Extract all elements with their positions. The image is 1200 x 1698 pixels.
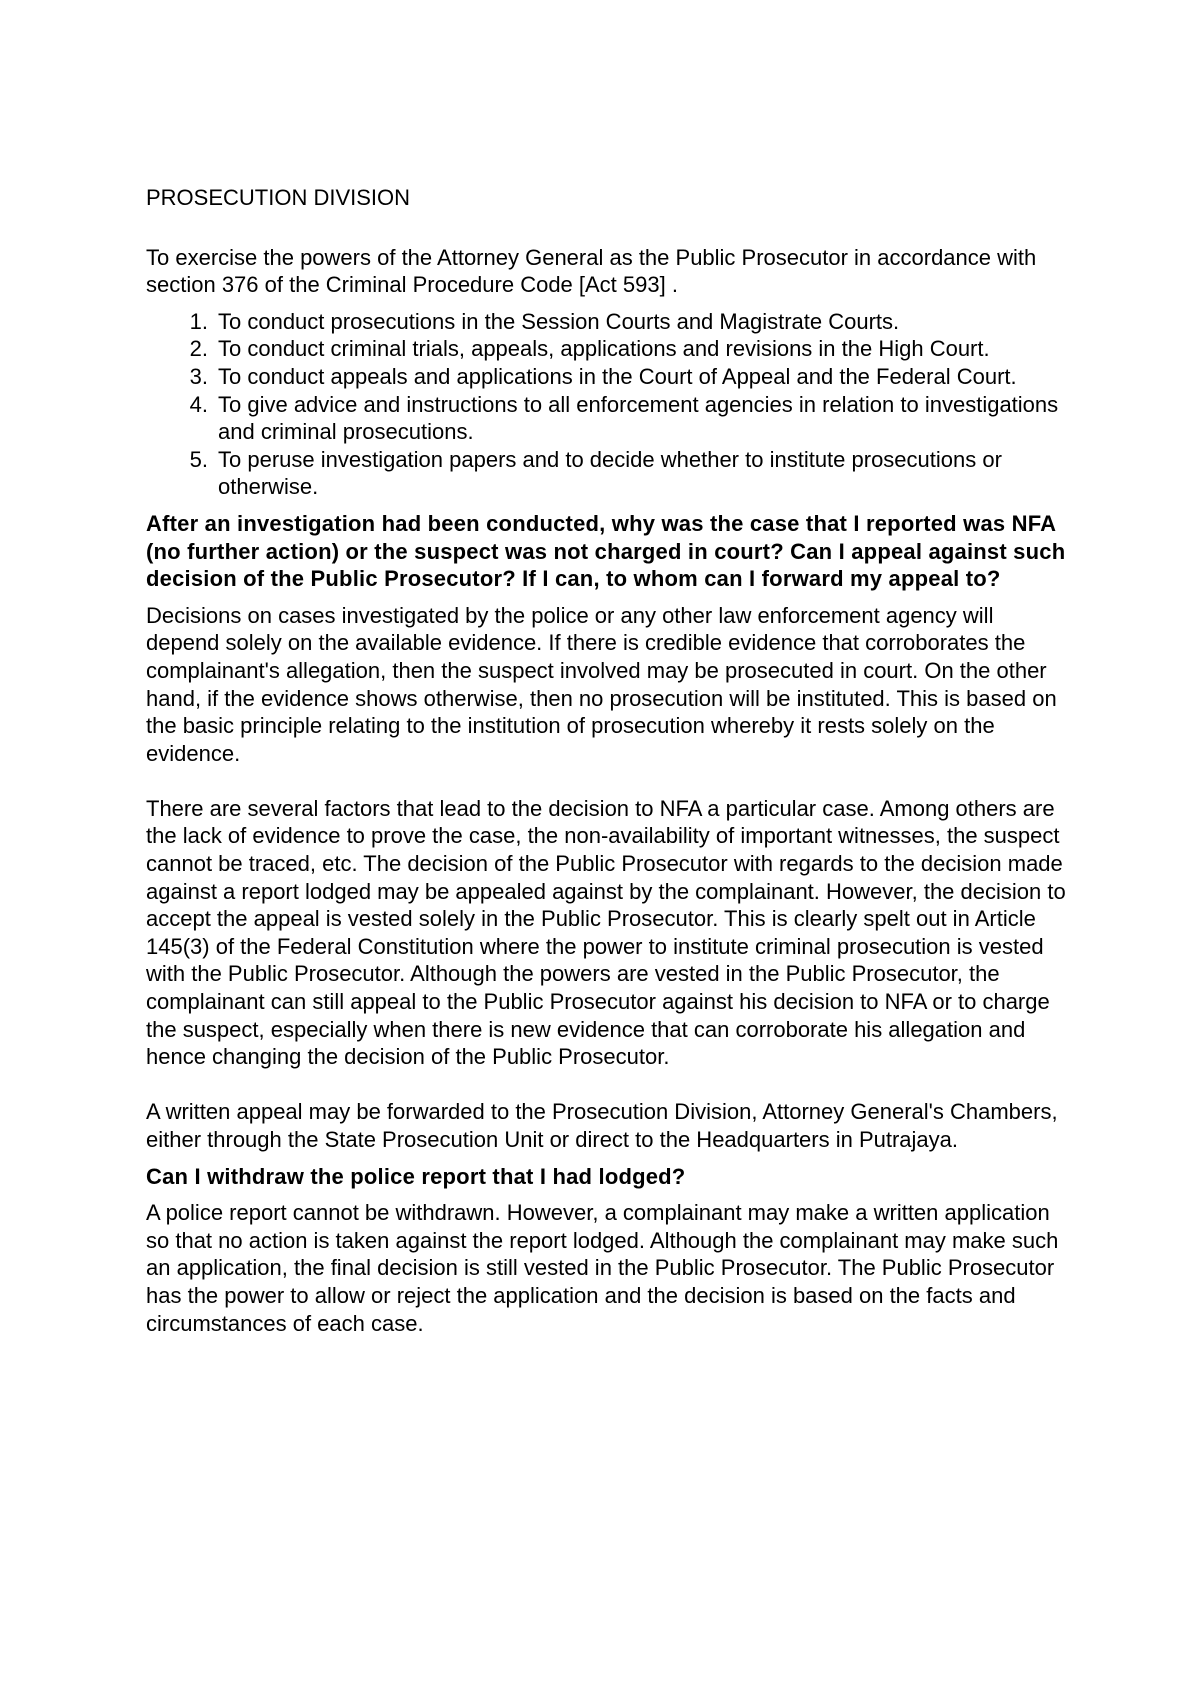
list-item — [146, 308, 1066, 336]
list-item-text: To conduct prosecutions in the Session Courts and Magistrate Courts. — [218, 308, 900, 334]
list-item-number: 1. — [189, 308, 208, 334]
duties-list — [146, 308, 1066, 501]
faq-answer-paragraph: A written appeal may be forwarded to the Prosecution Division, Attorney General's Chambers, either through the State Prosecution Unit or direct to the Headquarters in Putrajaya. — [146, 1099, 1058, 1152]
intro-paragraph: To exercise the powers of the Attorney General as the Public Prosecutor in accordance with section 376 of the Criminal Procedure Code [Act 593] . — [146, 244, 1037, 298]
list-item — [146, 446, 1066, 501]
faq-answer-paragraph: There are several factors that lead to the decision to NFA a particular case. Among others are the lack of evidence to prove the case, the non-availability of important witnesses, the suspect cannot be traced, etc. The decision of the Public Prosecutor with regards to the decision made against a report lodged may be appealed against by the complainant. However, the decision to accept the appeal is vested solely in the Public Prosecutor. This is clearly spelt out in Article 145(3) of the Federal Constitution where the power to institute criminal prosecution is vested with the Public Prosecutor. Although the powers are vested in the Public Prosecutor, the complainant can still appeal to the Public Prosecutor against his decision to NFA or to charge the suspect, especially when there is new evidence that can corroborate his allegation and hence changing the decision of the Public Prosecutor. — [146, 795, 1066, 1070]
list-item-number: 5. — [189, 446, 208, 472]
list-item-number: 2. — [189, 336, 208, 362]
list-item-text: To give advice and instructions to all enforcement agencies in relation to investigations and criminal prosecutions. — [218, 391, 1059, 445]
list-item — [146, 391, 1066, 446]
faq-question-nfa-appeal: After an investigation had been conducted, why was the case that I reported was NFA (no further action) or the suspect was not charged in court? Can I appeal against such decision of the Public Prosecutor? If I can, to whom can I forward my appeal to? — [146, 510, 1066, 592]
document-page — [146, 184, 1066, 1337]
faq-answer-paragraph: A police report cannot be withdrawn. However, a complainant may make a written application so that no action is taken against the report lodged. Although the complainant may make such an application, the final decision is still vested in the Public Prosecutor. The Public Prosecutor has the power to allow or reject the application and the decision is based on the facts and circumstances of each case. — [146, 1200, 1059, 1336]
list-item-text: To conduct criminal trials, appeals, applications and revisions in the High Court. — [218, 336, 990, 362]
list-item-text: To peruse investigation papers and to decide whether to institute prosecutions or otherwise. — [218, 446, 1002, 500]
list-item-number: 3. — [189, 363, 208, 389]
list-item-number: 4. — [189, 391, 208, 417]
list-item — [146, 363, 1066, 391]
page-title: PROSECUTION DIVISION — [146, 185, 411, 210]
faq-answer-paragraph: Decisions on cases investigated by the police or any other law enforcement agency will depend solely on the available evidence. If there is credible evidence that corroborates the complainant's allegation, then the suspect involved may be prosecuted in court. On the other hand, if the evidence shows otherwise, then no prosecution will be instituted. This is based on the basic principle relating to the institution of prosecution whereby it rests solely on the evidence. — [146, 602, 1057, 766]
list-item-text: To conduct appeals and applications in the Court of Appeal and the Federal Court. — [218, 363, 1017, 389]
faq-question-withdraw-report: Can I withdraw the police report that I had lodged? — [146, 1163, 686, 1189]
list-item — [146, 335, 1066, 363]
